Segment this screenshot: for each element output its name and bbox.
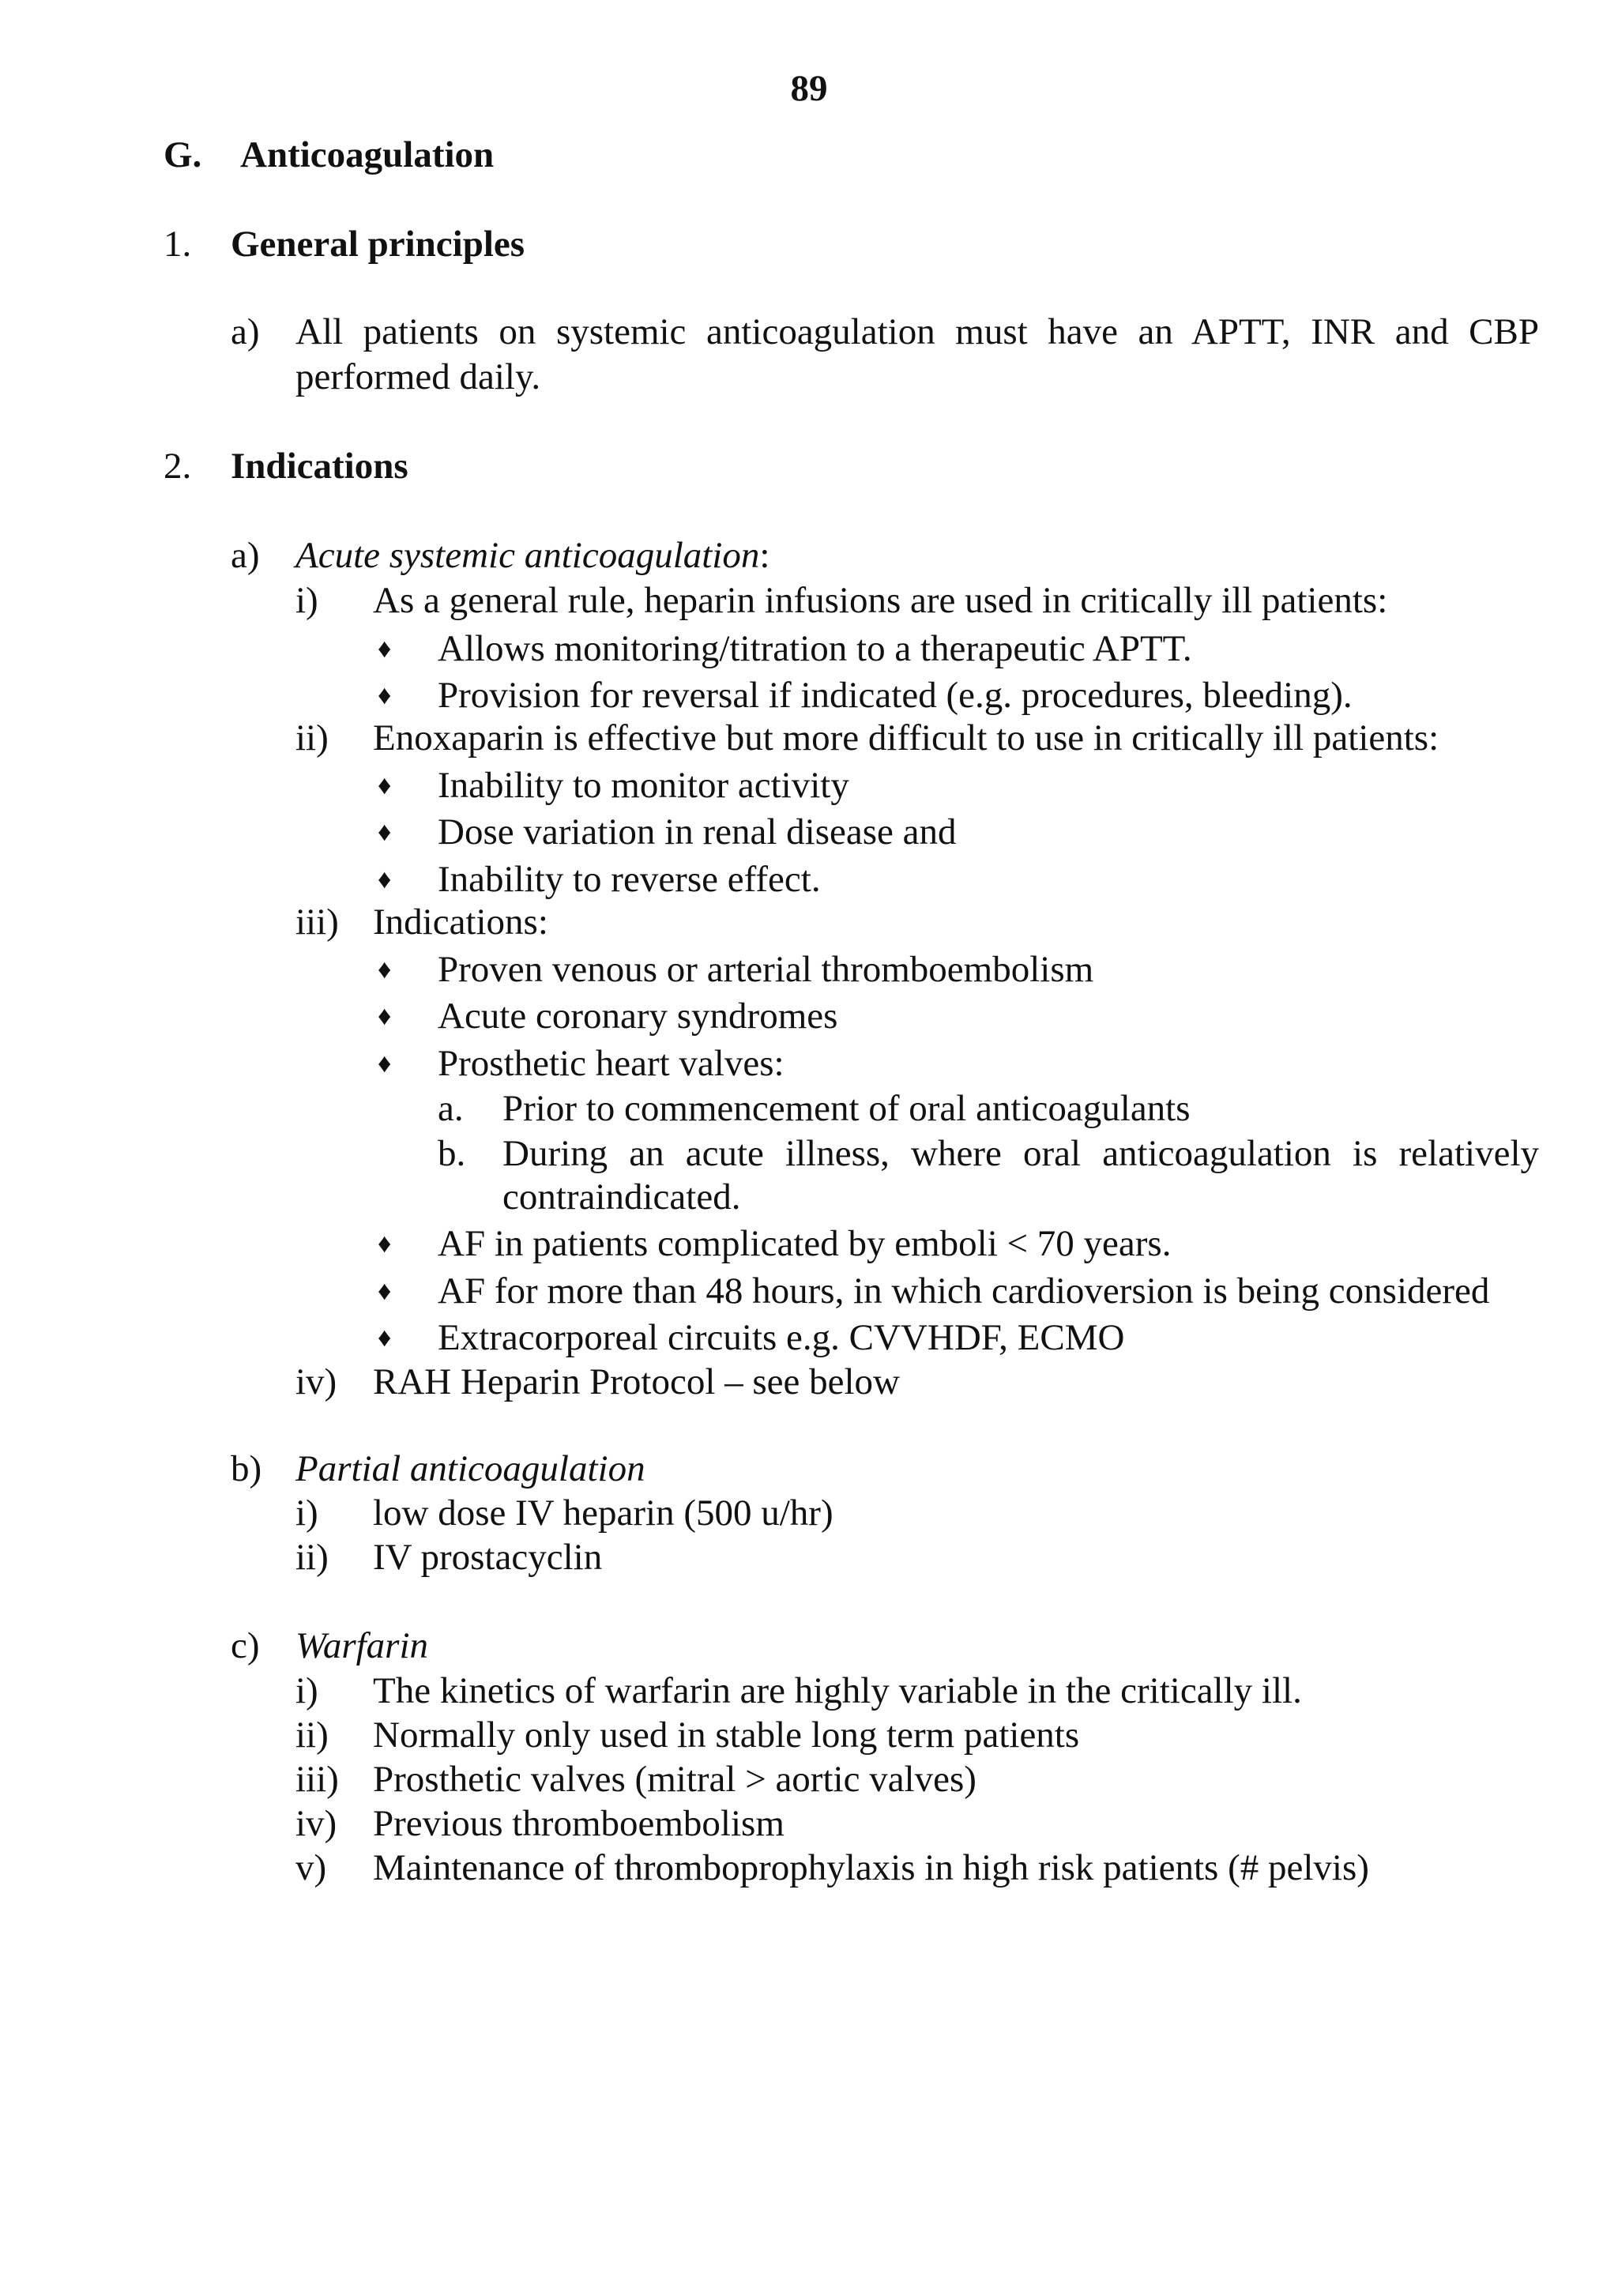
bullet-icon: ♦	[378, 1323, 392, 1353]
acute-iii-bullet-1: Proven venous or arterial thromboembolism	[438, 949, 1094, 990]
warfarin-iv-label: iv)	[295, 1803, 337, 1844]
partial-i-text: low dose IV heparin (500 u/hr)	[373, 1492, 833, 1534]
acute-iii-label: iii)	[295, 901, 339, 943]
indications-number: 2.	[164, 446, 192, 487]
warfarin-i-label: i)	[295, 1670, 318, 1711]
acute-heading	[295, 533, 769, 578]
acute-ii-text: Enoxaparin is effective but more difficult to use in critically ill patients:	[373, 717, 1439, 758]
acute-i-label: i)	[295, 580, 318, 621]
bullet-icon: ♦	[378, 955, 392, 984]
partial-ii-text: IV prostacyclin	[373, 1537, 603, 1578]
acute-iii-text: Indications:	[373, 901, 548, 943]
acute-ii-bullet-3: Inability to reverse effect.	[438, 859, 821, 900]
partial-ii-label: ii)	[295, 1537, 329, 1578]
bullet-icon: ♦	[378, 634, 392, 664]
acute-iii-bullet-2: Acute coronary syndromes	[438, 996, 838, 1037]
valves-sub-a-text: Prior to commencement of oral anticoagulants	[502, 1088, 1191, 1129]
valves-sub-b-line2: contraindicated.	[502, 1176, 741, 1218]
partial-i-label: i)	[295, 1492, 318, 1534]
acute-i-text: As a general rule, heparin infusions are used in critically ill patients:	[373, 580, 1388, 621]
bullet-icon: ♦	[378, 1277, 392, 1306]
indications-title: Indications	[231, 446, 408, 487]
section-letter: G.	[164, 134, 202, 175]
acute-title-suffix: :	[759, 535, 770, 576]
acute-ii-bullet-1: Inability to monitor activity	[438, 765, 849, 806]
acute-title: Acute systemic anticoagulation	[295, 535, 760, 576]
warfarin-iv-text: Previous thromboembolism	[373, 1803, 785, 1844]
valves-sub-b-line1: During an acute illness, where oral anticoagulation is relatively	[502, 1133, 1539, 1174]
acute-iv-label: iv)	[295, 1361, 337, 1402]
partial-label: b)	[231, 1448, 262, 1489]
acute-i-bullet-2: Provision for reversal if indicated (e.g. procedures, bleeding).	[438, 675, 1353, 716]
general-a-label: a)	[231, 311, 260, 352]
bullet-icon: ♦	[378, 1002, 392, 1031]
bullet-icon: ♦	[378, 1229, 392, 1259]
page-number: 89	[790, 68, 828, 109]
acute-iii-bullet-6: Extracorporeal circuits e.g. CVVHDF, ECMO	[438, 1317, 1125, 1358]
bullet-icon: ♦	[378, 771, 392, 800]
general-a-line2: performed daily.	[295, 356, 541, 397]
warfarin-ii-label: ii)	[295, 1714, 329, 1756]
bullet-icon: ♦	[378, 1049, 392, 1078]
warfarin-ii-text: Normally only used in stable long term patients	[373, 1714, 1080, 1756]
acute-iii-bullet-4: AF in patients complicated by emboli < 70 years.	[438, 1223, 1172, 1264]
acute-i-bullet-1: Allows monitoring/titration to a therapeutic APTT.	[438, 628, 1192, 669]
general-a-line1: All patients on systemic anticoagulation must have an APTT, INR and CBP	[295, 311, 1539, 352]
warfarin-iii-text: Prosthetic valves (mitral > aortic valves)	[373, 1759, 976, 1800]
acute-ii-label: ii)	[295, 717, 329, 758]
acute-iv-text: RAH Heparin Protocol – see below	[373, 1361, 900, 1402]
bullet-icon: ♦	[378, 865, 392, 894]
warfarin-label: c)	[231, 1625, 260, 1666]
general-title: General principles	[231, 224, 525, 265]
valves-sub-b-label: b.	[438, 1133, 466, 1174]
section-title: Anticoagulation	[240, 134, 495, 175]
acute-label: a)	[231, 535, 260, 576]
bullet-icon: ♦	[378, 681, 392, 710]
acute-iii-bullet-5: AF for more than 48 hours, in which cardioversion is being considered	[438, 1270, 1490, 1312]
partial-title: Partial anticoagulation	[295, 1448, 645, 1489]
acute-iii-bullet-3: Prosthetic heart valves:	[438, 1043, 785, 1084]
general-number: 1.	[164, 224, 192, 265]
warfarin-v-text: Maintenance of thromboprophylaxis in high risk patients (# pelvis)	[373, 1847, 1369, 1888]
warfarin-i-text: The kinetics of warfarin are highly variable in the critically ill.	[373, 1670, 1302, 1711]
warfarin-title: Warfarin	[295, 1625, 429, 1666]
warfarin-v-label: v)	[295, 1847, 327, 1888]
valves-sub-a-label: a.	[438, 1088, 464, 1129]
bullet-icon: ♦	[378, 818, 392, 847]
acute-ii-bullet-2: Dose variation in renal disease and	[438, 811, 957, 853]
warfarin-iii-label: iii)	[295, 1759, 339, 1800]
